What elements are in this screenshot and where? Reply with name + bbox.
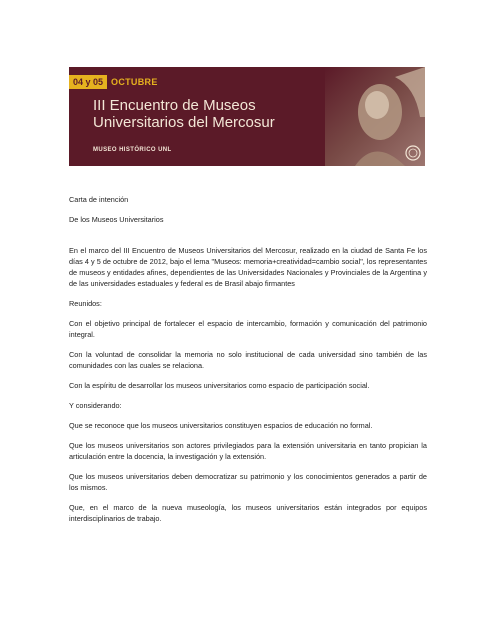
letter-heading: Carta de intención — [69, 195, 129, 204]
banner-subtitle: MUSEO HISTÓRICO UNL — [93, 147, 172, 153]
paragraph-objetivo: Con el objetivo principal de fortalecer el espacio de intercambio, formación y comunicación del patrimonio integral. — [69, 319, 427, 339]
considerando-label: Y considerando: — [69, 401, 122, 410]
banner-title — [93, 97, 275, 131]
letter-body — [69, 194, 427, 533]
paragraph-educacion: Que se reconoce que los museos universitarios constituyen espacios de educación no formal. — [69, 421, 373, 430]
letter-from: De los Museos Universitarios — [69, 215, 164, 224]
paragraph-espiritu: Con la espíritu de desarrollar los museos universitarios como espacio de participación social. — [69, 381, 370, 390]
banner-date-box — [69, 75, 158, 89]
reunidos-label: Reunidos: — [69, 299, 102, 308]
letter-intro: En el marco del III Encuentro de Museos Universitarios del Mercosur, realizado en la ciudad de Santa Fe los días 4 y 5 de octubre de 2012, bajo el lema "Museos: memoria+creatividad=cambio social", los representantes de museos y entidades afines, dependientes de las Universidades Nacionales y Provinciales de la Argentina y de las universidades estaduales y federal es de Brasil abajo firmantes — [69, 246, 427, 288]
banner-month: OCTUBRE — [111, 77, 158, 87]
banner-title-line1: III Encuentro de Museos — [93, 97, 256, 114]
banner-title-line2: Universitarios del Mercosur — [93, 114, 275, 131]
paragraph-democratizar: Que los museos universitarios deben democratizar su patrimonio y los conocimientos generados a partir de los mismos. — [69, 472, 427, 492]
paragraph-extension: Que los museos universitarios son actores privilegiados para la extensión universitaria en tanto propician la articulación entre la docencia, la investigación y la extensión. — [69, 441, 427, 461]
sculpture-relief-image — [325, 67, 425, 166]
paragraph-voluntad: Con la voluntad de consolidar la memoria no solo institucional de cada universidad sino también de las comunidades con las cuales se relaciona. — [69, 350, 427, 370]
paragraph-museologia: Que, en el marco de la nueva museología, los museos universitarios están integrados por equipos interdisciplinarios de trabajo. — [69, 503, 427, 523]
banner-date: 04 y 05 — [69, 75, 107, 89]
event-banner — [69, 67, 425, 166]
